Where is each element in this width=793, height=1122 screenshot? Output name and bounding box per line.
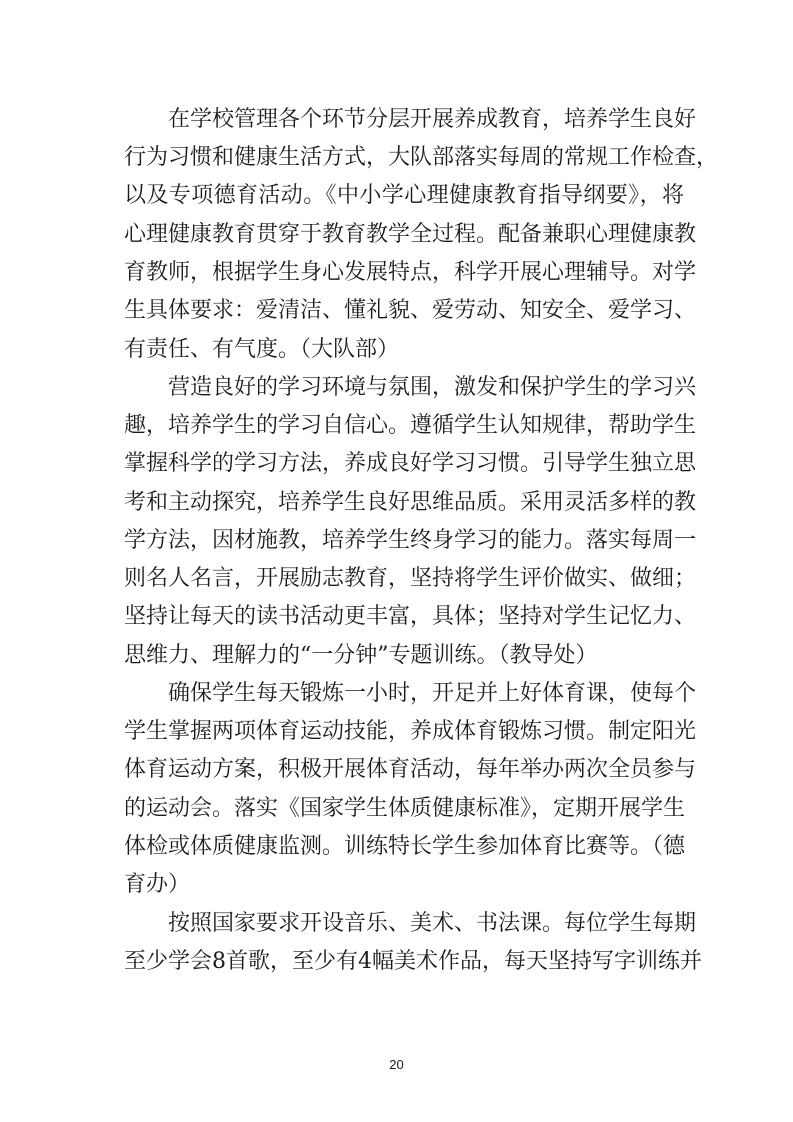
page-number: 20 bbox=[389, 1057, 404, 1072]
paragraph-4-line-2: 至少学会8首歌，至少有4幅美术作品，每天坚持写字训练并 bbox=[124, 949, 702, 974]
paragraph-1-line-6: 生具体要求：爱清洁、懂礼貌、爱劳动、知安全、爱学习、 bbox=[124, 298, 697, 323]
paragraph-3-line-3: 体育运动方案，积极开展体育活动，每年举办两次全员参与 bbox=[124, 757, 697, 782]
paragraph-2-line-1: 营造良好的学习环境与氛围，激发和保护学生的学习兴 bbox=[168, 375, 697, 400]
paragraph-2-line-7: 坚持让每天的读书活动更丰富，具体；坚持对学生记忆力、 bbox=[124, 604, 697, 629]
paragraph-2-line-6: 则名人名言，开展励志教育，坚持将学生评价做实、做细； bbox=[124, 566, 697, 591]
paragraph-1-line-5: 育教师，根据学生身心发展特点，科学开展心理辅导。对学 bbox=[124, 260, 697, 285]
paragraph-2-line-4: 考和主动探究，培养学生良好思维品质。采用灵活多样的教 bbox=[124, 490, 697, 515]
paragraph-1-line-7: 有责任、有气度。（大队部） bbox=[124, 337, 400, 362]
paragraph-2-line-8: 思维力、理解力的“一分钟”专题训练。（教导处） bbox=[124, 643, 598, 668]
paragraph-1-line-2: 行为习惯和健康生活方式，大队部落实每周的常规工作检查， bbox=[124, 145, 719, 170]
paragraph-1-line-4: 心理健康教育贯穿于教育教学全过程。配备兼职心理健康教 bbox=[124, 222, 697, 247]
paragraph-2-line-3: 掌握科学的学习方法，养成良好学习习惯。引导学生独立思 bbox=[124, 451, 697, 476]
paragraph-2-line-5: 学方法，因材施教，培养学生终身学习的能力。落实每周一 bbox=[124, 528, 697, 553]
paragraph-1-line-3: 以及专项德育活动。《中小学心理健康教育指导纲要》，将 bbox=[124, 183, 684, 208]
paragraph-4-line-1: 按照国家要求开设音乐、美术、书法课。每位学生每期 bbox=[168, 911, 697, 936]
paragraph-3-line-1: 确保学生每天锻炼一小时，开足并上好体育课，使每个 bbox=[168, 681, 697, 706]
paragraph-3-line-6: 育办） bbox=[124, 872, 191, 897]
paragraph-2-line-2: 趣，培养学生的学习自信心。遵循学生认知规律，帮助学生 bbox=[124, 413, 697, 438]
paragraph-3-line-4: 的运动会。落实《国家学生体质健康标准》，定期开展学生 bbox=[124, 796, 686, 821]
paragraph-1-line-1: 在学校管理各个环节分层开展养成教育，培养学生良好 bbox=[168, 107, 697, 132]
paragraph-3-line-2: 学生掌握两项体育运动技能，养成体育锻炼习惯。制定阳光 bbox=[124, 719, 697, 744]
paragraph-3-line-5: 体检或体质健康监测。训练特长学生参加体育比赛等。（德 bbox=[124, 834, 686, 859]
